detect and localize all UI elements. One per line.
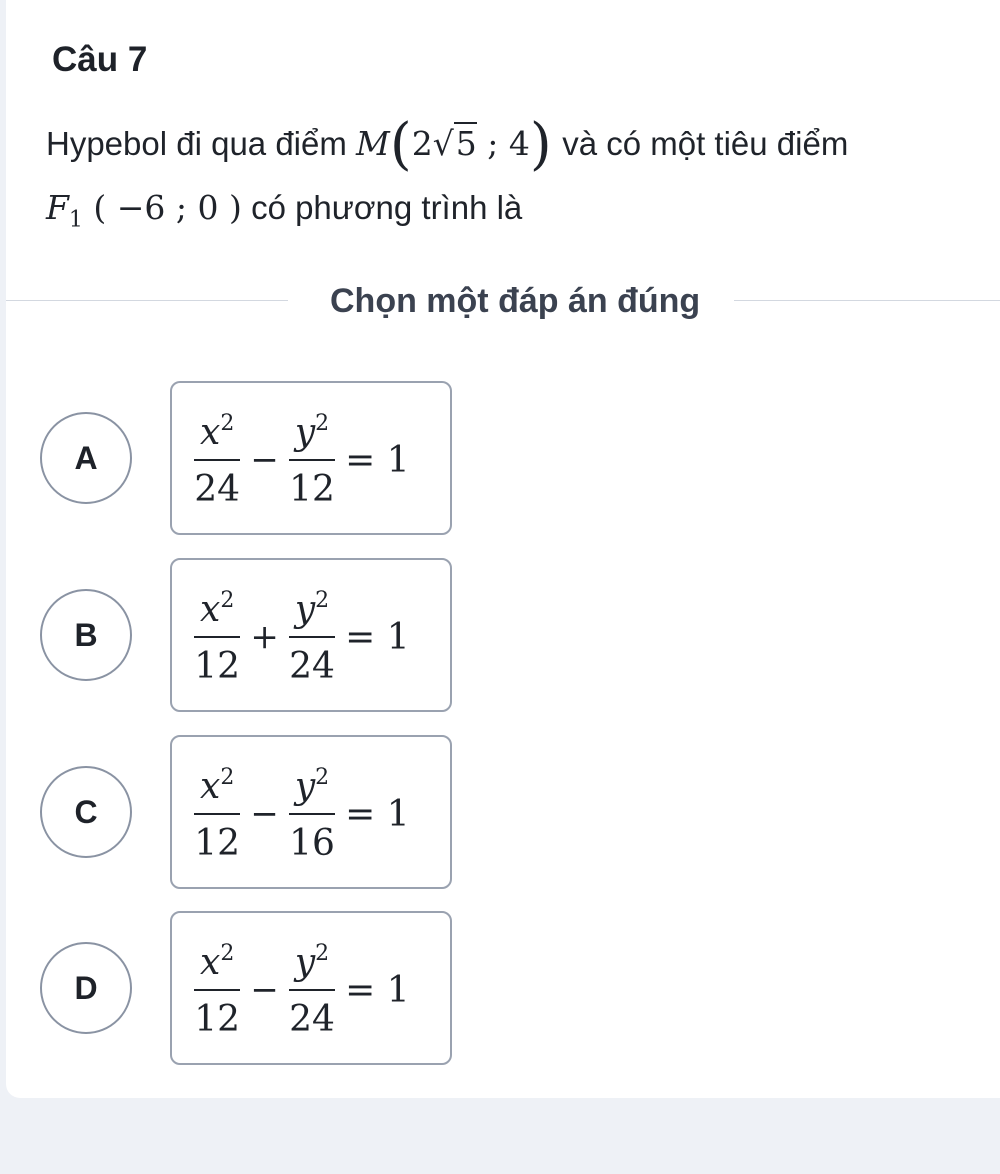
option-d-equation: $\frac{x^2}{12}$ − $\frac{y^2}{24}$ = 1 [194, 940, 410, 1040]
question-text-line-1 [46, 112, 848, 177]
point-name: M [356, 124, 390, 163]
point-expression: M(2√5 ; 4) [356, 112, 552, 177]
focus-subscript: 1 [68, 207, 83, 233]
option-a-letter[interactable]: A [40, 412, 132, 504]
instruction-label: Chọn một đáp án đúng [330, 282, 701, 320]
point-coord-b: 4 [508, 124, 530, 163]
question-text-line-2 [46, 188, 522, 233]
divider-left [6, 300, 288, 301]
point-coord-a: 2 [411, 124, 433, 163]
option-d-letter[interactable]: D [40, 942, 132, 1034]
option-c-letter[interactable]: C [40, 766, 132, 858]
point-coord-sqrt: 5 [455, 124, 477, 163]
option-c-answer[interactable] [170, 735, 452, 889]
option-a-answer[interactable] [170, 381, 452, 535]
option-b-answer[interactable] [170, 558, 452, 712]
option-b-letter[interactable]: B [40, 589, 132, 681]
focus-name: F [46, 188, 69, 227]
question-text-start: Hypebol đi qua điểm [46, 125, 347, 162]
option-c-equation: $\frac{x^2}{12}$ − $\frac{y^2}{16}$ = 1 [194, 764, 410, 864]
focus-expression: $F_1$ ( −6 ; 0 ) [46, 188, 242, 233]
focus-coords: −6 ; 0 [116, 188, 219, 227]
divider-right [734, 300, 1000, 301]
sqrt-symbol: √5 [432, 124, 477, 163]
question-number: Câu 7 [52, 40, 148, 79]
question-text-mid: và có một tiêu điểm [562, 125, 849, 162]
question-text-end: có phương trình là [251, 189, 523, 226]
option-d-answer[interactable] [170, 911, 452, 1065]
question-card [6, 0, 1000, 1098]
option-b-equation: $\frac{x^2}{12}$ + $\frac{y^2}{24}$ = 1 [194, 587, 410, 687]
option-a-equation: $\frac{x^2}{24}$ − $\frac{y^2}{12}$ = 1 [194, 410, 410, 510]
